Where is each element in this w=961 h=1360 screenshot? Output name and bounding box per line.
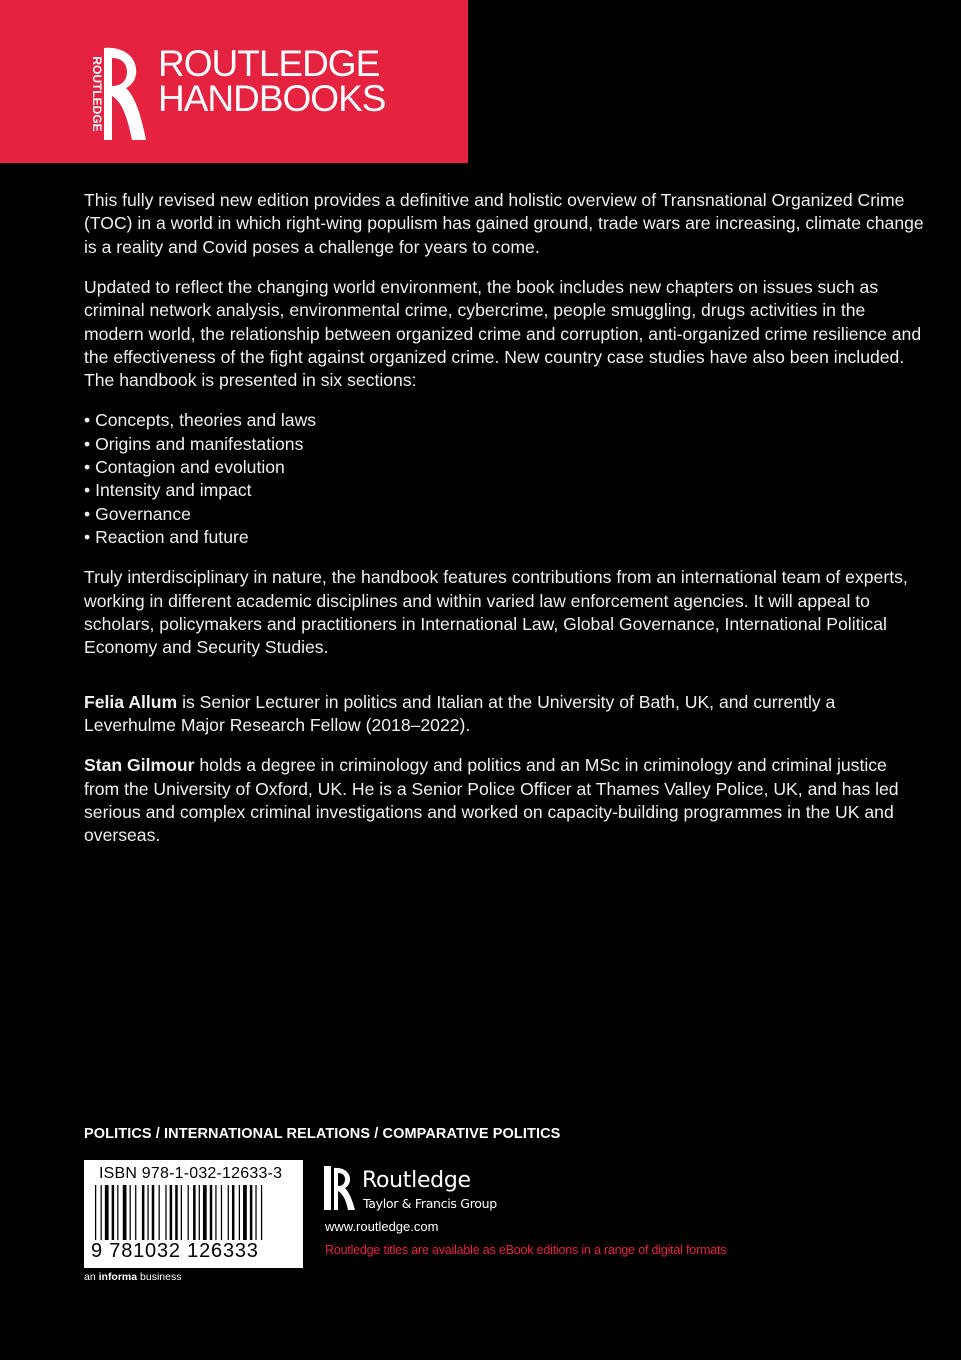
barcode-bar: [250, 1185, 253, 1240]
barcode-bar: [147, 1185, 148, 1240]
subject-category: POLITICS / INTERNATIONAL RELATIONS / COMPARATIVE POLITICS: [84, 1126, 561, 1142]
barcode-bar: [105, 1185, 109, 1240]
series-title-line1: ROUTLEDGE: [158, 43, 380, 84]
list-item: • Reaction and future: [84, 526, 924, 549]
ebook-availability-note: Routledge titles are available as eBook editions in a range of digital formats: [325, 1243, 727, 1257]
series-title: [158, 43, 386, 119]
routledge-profile-logo-icon: [82, 44, 152, 144]
barcode-bar: [142, 1185, 145, 1240]
logo-side-text: ROUTLEDGE: [90, 56, 104, 132]
barcode-bar: [165, 1185, 166, 1240]
author-bios: [84, 691, 924, 848]
list-item: • Governance: [84, 503, 924, 526]
isbn-barcode: [84, 1160, 303, 1268]
informa-brand: informa: [98, 1271, 138, 1283]
barcode-bars: [95, 1185, 292, 1240]
list-item: • Concepts, theories and laws: [84, 409, 924, 432]
publisher-group: Taylor & Francis Group: [363, 1196, 497, 1211]
barcode-bar: [239, 1185, 240, 1240]
author-bio-text: is Senior Lecturer in politics and Italian at the University of Bath, UK, and currently a Leverhulme Major Research Fellow (2018–2022).: [84, 691, 836, 736]
barcode-bar: [210, 1185, 213, 1240]
barcode-bar: [193, 1185, 196, 1240]
barcode-digits: 9 781032 126333: [91, 1240, 259, 1262]
list-item: • Origins and manifestations: [84, 433, 924, 456]
barcode-bar: [215, 1185, 216, 1240]
routledge-small-logo-icon: [324, 1166, 356, 1210]
author-bio: [84, 691, 924, 738]
barcode-bar: [243, 1185, 247, 1240]
blurb-paragraph-3: Truly interdisciplinary in nature, the handbook features contributions from an international team of experts, working in different academic disciplines and within varied law enforcement agencies. It will appeal to scholars, policymakers and practitioners in International Law, Global Governance, International Political Economy and Security Studies.: [84, 567, 908, 658]
barcode-bar: [221, 1185, 222, 1240]
barcode-bar: [255, 1185, 256, 1240]
barcode-bar: [135, 1185, 136, 1240]
barcode-bar: [95, 1185, 96, 1240]
sections-list: [84, 409, 924, 549]
barcode-bar: [181, 1185, 182, 1240]
publisher-url[interactable]: www.routledge.com: [325, 1219, 439, 1234]
barcode-bar: [112, 1185, 115, 1240]
barcode-bar: [159, 1185, 160, 1240]
author-bio: [84, 754, 924, 848]
isbn-number: ISBN 978-1-032-12633-3: [99, 1165, 283, 1182]
barcode-bar: [101, 1185, 102, 1240]
barcode-bar: [117, 1185, 118, 1240]
barcode-bar: [228, 1185, 229, 1240]
barcode-bar: [199, 1185, 200, 1240]
list-item: • Contagion and evolution: [84, 456, 924, 479]
barcode-bar: [203, 1185, 207, 1240]
informa-note: [84, 1271, 181, 1283]
list-item: • Intensity and impact: [84, 479, 924, 502]
barcode-bar: [232, 1185, 235, 1240]
back-cover-blurb: [84, 189, 924, 864]
author-name: Felia Allum: [84, 691, 178, 712]
series-title-line2: HANDBOOKS: [158, 78, 386, 119]
barcode-bar: [123, 1185, 127, 1240]
barcode-bar: [175, 1185, 178, 1240]
barcode-bar: [261, 1185, 262, 1240]
publisher-name: Routledge: [362, 1168, 471, 1193]
barcode-bar: [152, 1185, 155, 1240]
barcode-bar: [130, 1185, 131, 1240]
author-name: Stan Gilmour: [84, 755, 195, 776]
author-bio-text: holds a degree in criminology and politics and an MSc in criminology and criminal justice from the University of Oxford, UK. He is a Senior Police Officer at Thames Valley Police, UK, and has led serious and complex criminal investigations and worked on capacity-building programmes in the UK and overseas.: [84, 755, 899, 846]
brand-banner: [0, 0, 468, 163]
blurb-paragraph-2: Updated to reflect the changing world environment, the book includes new chapters on issues such as criminal network analysis, environmental crime, cybercrime, people smuggling, drugs activities in the modern world, the relationship between organized crime and corruption, anti-organized crime resilience and the effectiveness of the fight against organized crime. New country case studies have also been included. The handbook is presented in six sections:: [84, 276, 922, 391]
informa-suffix: business: [137, 1271, 182, 1283]
barcode-bar: [188, 1185, 189, 1240]
informa-prefix: an: [84, 1271, 99, 1283]
barcode-bar: [170, 1185, 173, 1240]
blurb-paragraph-1: This fully revised new edition provides a definitive and holistic overview of Transnational Organized Crime (TOC) in a world in which right-wing populism has gained ground, trade wars are increasing, climate change is a reality and Covid poses a challenge for years to come.: [84, 190, 924, 257]
